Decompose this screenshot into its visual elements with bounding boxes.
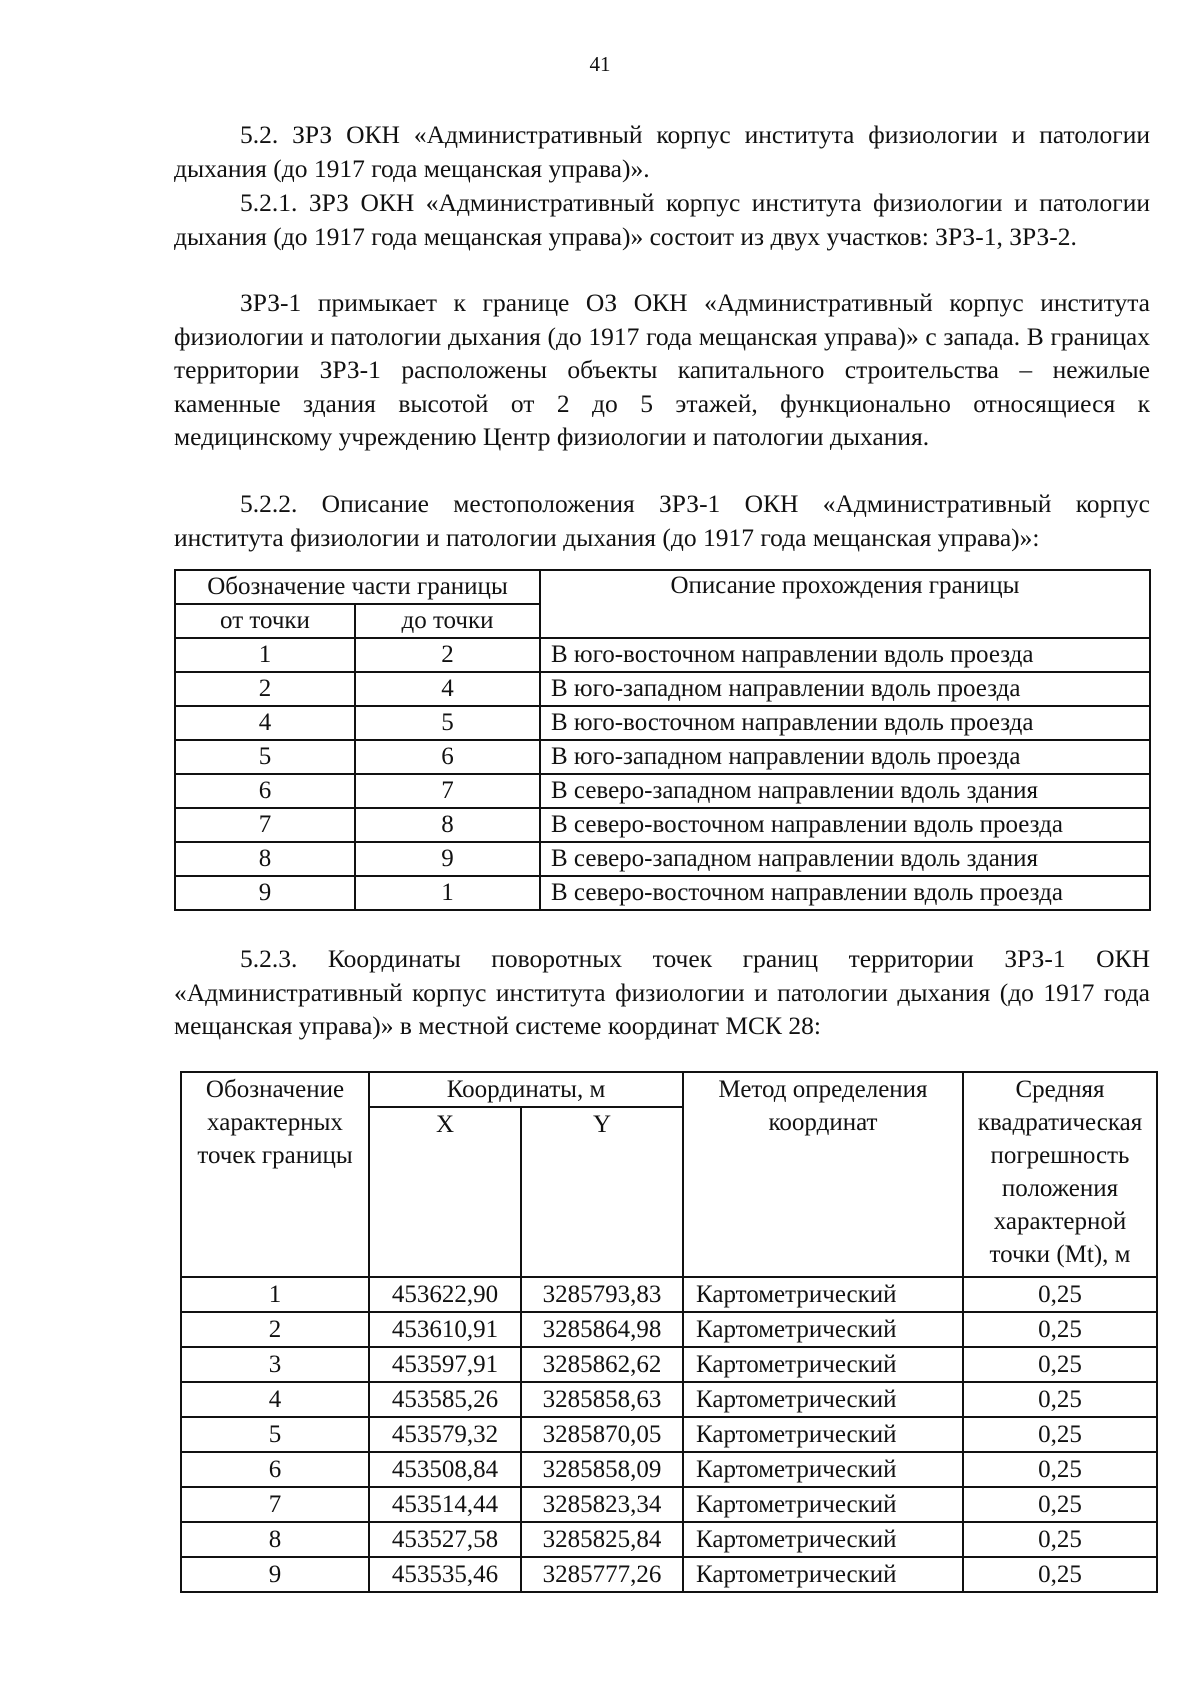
cell-method: Картометрический — [683, 1487, 963, 1522]
cell-error: 0,25 — [963, 1522, 1157, 1557]
table-row — [181, 1487, 1157, 1522]
cell-description: В юго-восточном направлении вдоль проезда — [540, 706, 1150, 740]
cell-error: 0,25 — [963, 1452, 1157, 1487]
boundary-description-table — [174, 569, 1151, 911]
cell-y: 3285870,05 — [521, 1417, 683, 1452]
cell-to: 8 — [355, 808, 540, 842]
cell-from: 6 — [175, 774, 355, 808]
cell-to: 2 — [355, 638, 540, 672]
cell-from: 2 — [175, 672, 355, 706]
cell-point: 9 — [181, 1557, 369, 1592]
cell-x: 453535,46 — [369, 1557, 521, 1592]
cell-x: 453514,44 — [369, 1487, 521, 1522]
cell-y: 3285793,83 — [521, 1277, 683, 1312]
table-row — [175, 740, 1150, 774]
table-header-row — [175, 570, 1150, 604]
table-row — [181, 1382, 1157, 1417]
cell-to: 4 — [355, 672, 540, 706]
cell-error: 0,25 — [963, 1277, 1157, 1312]
cell-from: 4 — [175, 706, 355, 740]
table-row — [175, 842, 1150, 876]
paragraph-5-2-1: 5.2.1. ЗРЗ ОКН «Административный корпус института физиологии и патологии дыхания (до 1917 года мещанская управа)» состоит из двух участков: ЗРЗ-1, ЗРЗ-2. — [174, 188, 1150, 251]
table-row — [181, 1452, 1157, 1487]
table-row — [181, 1522, 1157, 1557]
cell-description: В юго-восточном направлении вдоль проезда — [540, 638, 1150, 672]
cell-x: 453610,91 — [369, 1312, 521, 1347]
table-row — [175, 808, 1150, 842]
header-coordinates: Координаты, м — [369, 1072, 683, 1107]
cell-x: 453527,58 — [369, 1522, 521, 1557]
table-header-row — [181, 1072, 1157, 1107]
cell-from: 8 — [175, 842, 355, 876]
cell-to: 1 — [355, 876, 540, 910]
cell-point: 1 — [181, 1277, 369, 1312]
header-method: Метод определения координат — [683, 1072, 963, 1277]
cell-x: 453597,91 — [369, 1347, 521, 1382]
cell-y: 3285858,09 — [521, 1452, 683, 1487]
cell-to: 6 — [355, 740, 540, 774]
cell-from: 5 — [175, 740, 355, 774]
cell-x: 453579,32 — [369, 1417, 521, 1452]
cell-point: 3 — [181, 1347, 369, 1382]
cell-point: 8 — [181, 1522, 369, 1557]
table-row — [181, 1347, 1157, 1382]
cell-method: Картометрический — [683, 1417, 963, 1452]
header-point-designation: Обозначение характерных точек границы — [181, 1072, 369, 1277]
cell-from: 9 — [175, 876, 355, 910]
header-x: X — [369, 1107, 521, 1277]
table-row — [175, 706, 1150, 740]
cell-description: В северо-западном направлении вдоль здания — [540, 774, 1150, 808]
cell-error: 0,25 — [963, 1487, 1157, 1522]
cell-x: 453622,90 — [369, 1277, 521, 1312]
cell-to: 5 — [355, 706, 540, 740]
cell-y: 3285823,34 — [521, 1487, 683, 1522]
cell-y: 3285825,84 — [521, 1522, 683, 1557]
cell-method: Картометрический — [683, 1452, 963, 1487]
cell-to: 7 — [355, 774, 540, 808]
table-row — [181, 1417, 1157, 1452]
cell-from: 7 — [175, 808, 355, 842]
cell-description: В северо-восточном направлении вдоль проезда — [540, 876, 1150, 910]
cell-point: 2 — [181, 1312, 369, 1347]
cell-description: В северо-западном направлении вдоль здания — [540, 842, 1150, 876]
paragraph-zrz1-description: ЗРЗ-1 примыкает к границе ОЗ ОКН «Административный корпус института физиологии и патологии дыхания (до 1917 года мещанская управа)» с запада. В границах территории ЗРЗ-1 расположены объекты капитального строительства – нежилые каменные здания высотой от 2 до 5 этажей, функционально относящиеся к медицинскому учреждению Центр физиологии и патологии дыхания. — [174, 288, 1150, 451]
header-from-point: от точки — [175, 604, 355, 638]
section-heading-5-2: 5.2. ЗРЗ ОКН «Административный корпус института физиологии и патологии дыхания (до 1917 года мещанская управа)». — [174, 120, 1150, 183]
cell-method: Картометрический — [683, 1347, 963, 1382]
header-mean-square-error: Средняя квадратическая погрешность положения характерной точки (Mt), м — [963, 1072, 1157, 1277]
table-row — [181, 1312, 1157, 1347]
cell-description: В северо-восточном направлении вдоль проезда — [540, 808, 1150, 842]
header-boundary-part: Обозначение части границы — [175, 570, 540, 604]
cell-description: В юго-западном направлении вдоль проезда — [540, 740, 1150, 774]
cell-to: 9 — [355, 842, 540, 876]
cell-method: Картометрический — [683, 1522, 963, 1557]
cell-error: 0,25 — [963, 1312, 1157, 1347]
coordinates-table — [180, 1071, 1158, 1593]
table-row — [181, 1557, 1157, 1592]
header-boundary-description: Описание прохождения границы — [540, 570, 1150, 638]
cell-method: Картометрический — [683, 1557, 963, 1592]
cell-point: 4 — [181, 1382, 369, 1417]
cell-point: 7 — [181, 1487, 369, 1522]
table-row — [181, 1277, 1157, 1312]
cell-error: 0,25 — [963, 1382, 1157, 1417]
cell-error: 0,25 — [963, 1347, 1157, 1382]
cell-error: 0,25 — [963, 1417, 1157, 1452]
cell-y: 3285858,63 — [521, 1382, 683, 1417]
cell-description: В юго-западном направлении вдоль проезда — [540, 672, 1150, 706]
table-row — [175, 638, 1150, 672]
cell-y: 3285864,98 — [521, 1312, 683, 1347]
cell-y: 3285862,62 — [521, 1347, 683, 1382]
cell-x: 453508,84 — [369, 1452, 521, 1487]
table-row — [175, 876, 1150, 910]
cell-method: Картометрический — [683, 1312, 963, 1347]
header-y: Y — [521, 1107, 683, 1277]
cell-point: 6 — [181, 1452, 369, 1487]
cell-method: Картометрический — [683, 1382, 963, 1417]
cell-from: 1 — [175, 638, 355, 672]
header-to-point: до точки — [355, 604, 540, 638]
page-number: 41 — [589, 52, 611, 76]
cell-y: 3285777,26 — [521, 1557, 683, 1592]
cell-error: 0,25 — [963, 1557, 1157, 1592]
table-row — [175, 672, 1150, 706]
cell-x: 453585,26 — [369, 1382, 521, 1417]
paragraph-5-2-3: 5.2.3. Координаты поворотных точек границ территории ЗРЗ-1 ОКН «Административный корпус института физиологии и патологии дыхания (до 1917 года мещанская управа)» в местной системе координат МСК 28: — [174, 944, 1150, 1040]
cell-method: Картометрический — [683, 1277, 963, 1312]
cell-point: 5 — [181, 1417, 369, 1452]
paragraph-5-2-2: 5.2.2. Описание местоположения ЗРЗ-1 ОКН «Административный корпус института физиологии и патологии дыхания (до 1917 года мещанская управа)»: — [174, 489, 1150, 552]
table-row — [175, 774, 1150, 808]
